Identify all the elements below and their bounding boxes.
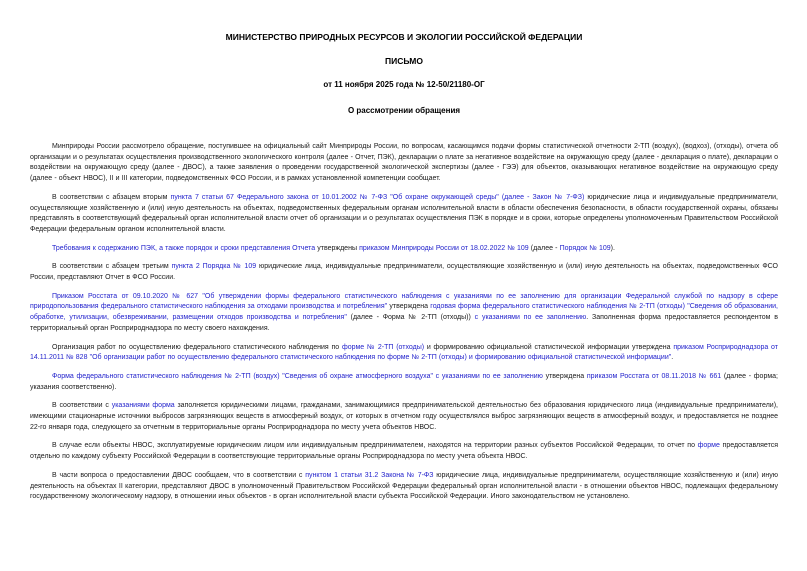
text-run: В соответствии с абзацем вторым	[52, 193, 171, 201]
paragraph-9	[30, 441, 778, 462]
text-run: В соответствии с	[52, 402, 112, 410]
text-run: В случае если объекты НВОС, эксплуатируемые юридическим лицом или индивидуальным предпринимателем, находятся на территории разных субъектов Российской Федерации, то отчет по	[52, 442, 698, 450]
text-run: . Заполненная форма предоставляется респондентом в территориальный орган Росприроднадзора по месту своего нахождения.	[30, 314, 778, 332]
ministry-title: МИНИСТЕРСТВО ПРИРОДНЫХ РЕСУРСОВ И ЭКОЛОГИИ РОССИЙСКОЙ ФЕДЕРАЦИИ	[225, 32, 583, 42]
text-run: юридические лица и индивидуальные предприниматели, осуществляющие хозяйственную и (или) иную деятельность на объектах, подведомственных федеральным органам исполнительной власти в области обеспечения безопасности, в области государственной охраны, обязаны представлять в соответствующий федеральный орган исполнительной власти отчет об организации и о результатах осуществления ПЭК в порядке и в сроки, которые определены уполномоченным Правительством Российской Федерации федеральным органом исполнительной власти.	[30, 193, 778, 233]
legal-link[interactable]: форме № 2-ТП (отходы)	[341, 343, 425, 351]
text-run: юридические лица, индивидуальные предприниматели, осуществляющие хозяйственную и (или) иную деятельность на объектах, подведомственных ФСО России, представляют Отчет в ФСО России.	[30, 263, 779, 282]
legal-link[interactable]: приказом Росстата от 08.11.2018 № 661	[586, 372, 722, 380]
document-header	[30, 33, 778, 115]
paragraph-8	[30, 401, 778, 433]
text-run: юридические лица, индивидуальные предприниматели, осуществляющие хозяйственную и (или) иную деятельность на объектах II категории, представляют ДВОС в уполномоченный Правительством Российской Федерации федеральный орган исполнительной власти - в отношении объектов НВОС, подлежащих федеральному государственному экологическому надзору, в отношении иных объектов - в орган исполнительной власти субъекта Российской Федерации. Иного законодательством не установлено.	[30, 471, 778, 501]
document-subject: О рассмотрении обращения	[347, 106, 461, 115]
text-run: утверждена	[387, 303, 431, 311]
legal-link[interactable]: годовая форма федерального статистического наблюдения № 2-ТП (отходы) "Сведения об образовании, обработке, утилизации, обезвреживании, размещении отходов производства и потребления"	[30, 303, 778, 322]
legal-link[interactable]: Форма федерального статистического наблюдения № 2-ТП (воздух) "Сведения об охране атмосферного воздуха" с указаниями по ее заполнению	[52, 372, 543, 380]
document-date-number: от 11 ноября 2025 года № 12-50/21180-ОГ	[323, 80, 485, 89]
document-type: ПИСЬМО	[385, 56, 423, 66]
text-run: (далее - форма; указания соответственно).	[30, 372, 778, 391]
text-run: В части вопроса о предоставлении ДВОС сообщаем, что в соответствии с	[52, 471, 306, 479]
text-run: Минприроды России рассмотрело обращение, поступившее на официальный сайт Минприроды России, по вопросам, касающимся подачи формы статистической отчетности 2-ТП (воздух), (водхоз), (отходы), отчета об организации и о результатах осуществления производственного экологического контроля (далее - Отчет, ПЭК), декларации о плате за негативное воздействие на окружающую среду (далее - декларация о плате), декларации о воздействии на окружающую среду (далее - ДВОС), а также заявления о проведении государственной экологической экспертизы (далее - ГЭЭ) для объектов, оказывающих негативное воздействие на окружающую среду (далее - объект НВОС), II и III категории, подведомственных ФСО России, и в рамках установленной компетенции сообщает.	[30, 143, 778, 183]
text-run: (далее - Форма № 2-ТП (отходы))	[346, 314, 475, 322]
legal-link[interactable]: Требования к содержанию ПЭК, а также порядок и сроки представления Отчета	[52, 244, 316, 252]
text-run: В соответствии с абзацем третьим	[52, 263, 172, 271]
paragraph-2	[30, 193, 778, 236]
legal-link[interactable]: с указаниями по ее заполнению	[474, 314, 587, 322]
text-run: и формированию официальной статистической информации утверждена	[424, 343, 674, 351]
paragraph-5	[30, 292, 778, 335]
paragraph-3	[30, 244, 778, 255]
paragraph-4	[30, 262, 778, 283]
legal-link[interactable]: указаниями форма	[111, 402, 175, 410]
legal-link[interactable]: Порядок № 109	[559, 244, 611, 252]
paragraph-1	[30, 142, 778, 185]
legal-link[interactable]: пункта 2 Порядка № 109	[171, 263, 257, 271]
legal-link[interactable]: Приказом Росстата от 09.10.2020 № 627 "Об утверждении формы федерального статистического наблюдения с указаниями по ее заполнению для организации Федеральной службой по надзору в сфере природопользования федерального статистического наблюдения за отходами производства и потребления"	[30, 292, 778, 311]
text-run: заполняется юридическими лицами, гражданами, занимающимися предпринимательской деятельностью без образования юридического лица (индивидуальные предприниматели), имеющими стационарные источники выбросов загрязняющих веществ в атмосферный воздух, от которых в отчетном году осуществлялся выброс загрязняющих веществ в атмосферный воздух, и предоставляется не позднее 22-го января года, следующего за отчетным в территориальные органы Росприроднадзора по месту учета объектов НВОС.	[30, 402, 778, 431]
text-run: (далее -	[528, 244, 560, 252]
legal-link[interactable]: приказом Минприроды России от 18.02.2022 № 109	[359, 244, 529, 252]
text-run: Организация работ по осуществлению федерального статистического наблюдения по	[52, 343, 342, 351]
text-run: предоставляется отдельно по каждому субъекту Российской Федерации в соответствующие территориальные органы Росприроднадзора по месту учета объекта НВОС.	[30, 442, 778, 461]
text-run: утверждены	[315, 244, 360, 252]
legal-link[interactable]: приказом Росприроднадзора от 14.11.2011 № 828 "Об организации работ по осуществлению федерального статистического наблюдения по форме № 2-ТП (отходы) и формированию официальной статистической информации"	[30, 343, 778, 362]
paragraph-6	[30, 343, 778, 364]
text-run: утверждена	[542, 372, 587, 380]
document-body	[30, 142, 778, 503]
legal-link[interactable]: пункта 7 статьи 67 Федерального закона от 10.01.2002 № 7-ФЗ "Об охране окружающей среды" (далее - Закон № 7-ФЗ)	[170, 193, 585, 201]
legal-link[interactable]: форме	[697, 442, 720, 450]
paragraph-7	[30, 372, 778, 393]
text-run: ).	[610, 244, 615, 252]
paragraph-10	[30, 471, 778, 503]
legal-link[interactable]: пунктом 1 статьи 31.2 Закона № 7-ФЗ	[305, 471, 434, 479]
text-run: .	[671, 354, 674, 362]
